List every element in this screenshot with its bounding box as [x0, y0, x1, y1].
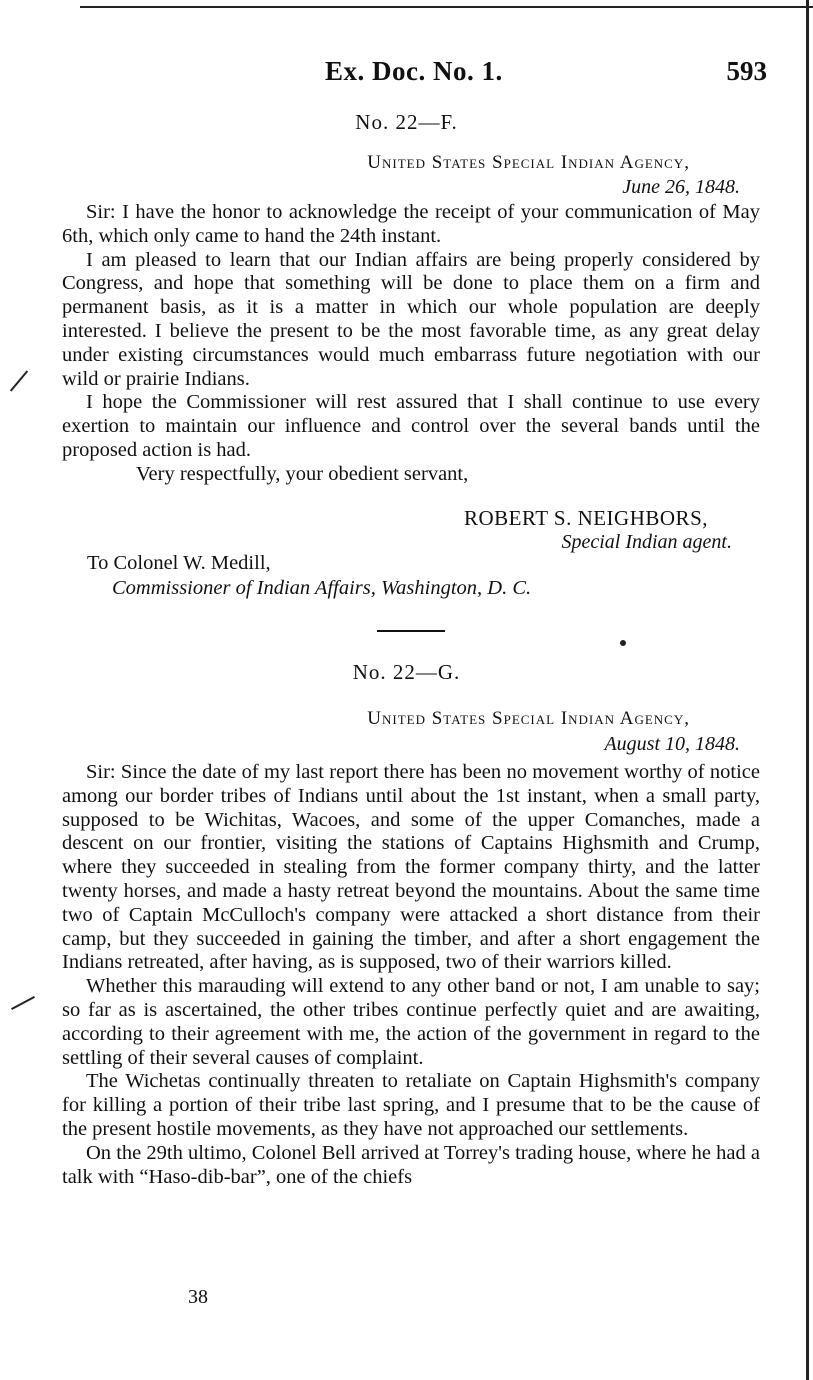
page-header — [60, 56, 770, 96]
letter-f-closing: Very respectfully, your obedient servant, — [136, 462, 469, 485]
letter-f-paragraph: I hope the Commissioner will rest assured that I shall continue to use every exertion to maintain our influence and control over the several bands until the proposed action is had. — [62, 391, 760, 461]
letter-f-paragraph: Sir: I have the honor to acknowledge the receipt of your communication of May 6th, which only came to hand the 24th instant. — [62, 201, 760, 247]
section-divider — [377, 630, 445, 632]
letter-g-paragraph: Whether this marauding will extend to any other band or not, I am unable to say; so far as is ascertained, the other tribes continue perfectly quiet and are awaiting, according to their agreement with me, the action of the government in regard to the settling of their several causes of complaint. — [62, 975, 760, 1069]
letter-g-date: August 10, 1848. — [604, 733, 740, 755]
margin-mark — [11, 996, 35, 1010]
page-number: 593 — [726, 56, 767, 86]
margin-mark — [10, 370, 28, 391]
letter-g-body — [62, 761, 760, 1189]
letter-f-agency: United States Special Indian Agency, — [367, 152, 690, 173]
letter-g-paragraph: The Wichetas continually threaten to retaliate on Captain Highsmith's company for killing a portion of their tribe last spring, and I presume that to be the cause of the present hostile movements, as they have not approached our settlements. — [62, 1070, 760, 1140]
running-title: Ex. Doc. No. 1. — [325, 56, 503, 86]
letter-f-date: June 26, 1848. — [622, 176, 740, 198]
letter-f-addressee: To Colonel W. Medill, — [87, 552, 271, 574]
letter-f-signer: ROBERT S. NEIGHBORS, — [463, 506, 708, 530]
letter-g-paragraph: On the 29th ultimo, Colonel Bell arrived at Torrey's trading house, where he had a talk with “Haso-dib-bar”, one of the chiefs — [62, 1141, 760, 1188]
page-edge-top — [80, 6, 813, 8]
letter-g-number: No. 22—G. — [352, 660, 461, 684]
ink-dot — [620, 640, 626, 646]
letter-g-paragraph: Sir: Since the date of my last report there has been no movement worthy of notice among our border tribes of Indians until about the 1st instant, when a small party, supposed to be Wichitas, Wacoes, and some of the upper Comanches, made a descent on our frontier, visiting the stations of Captains Highsmith and Crump, where they succeeded in stealing from the former company thirty, and the latter twenty horses, and made a hasty retreat beyond the mountains. About the same time two of Captain McCulloch's company were attacked a short distance from their camp, but they succeeded in gaining the timber, and after a short engagement the Indians retreated, after having, as is supposed, two of their warriors killed. — [62, 761, 760, 974]
letter-f-addressee-title: Commissioner of Indian Affairs, Washington, D. C. — [112, 577, 532, 599]
letter-g-agency: United States Special Indian Agency, — [367, 708, 690, 729]
letter-f-number: No. 22—F. — [355, 110, 458, 134]
letter-f-body — [62, 201, 760, 487]
page-edge-right — [806, 0, 809, 1380]
signature-mark: 38 — [188, 1286, 208, 1308]
letter-f-paragraph: I am pleased to learn that our Indian affairs are being properly considered by Congress, and hope that something will be done to place them on a firm and permanent basis, as it is a matter in which our whole population are deeply interested. I believe the present to be the most favorable time, as any great delay under existing circumstances would much embarrass future negotiation with our wild or prairie Indians. — [62, 248, 760, 390]
letter-f-signer-title: Special Indian agent. — [561, 531, 732, 553]
